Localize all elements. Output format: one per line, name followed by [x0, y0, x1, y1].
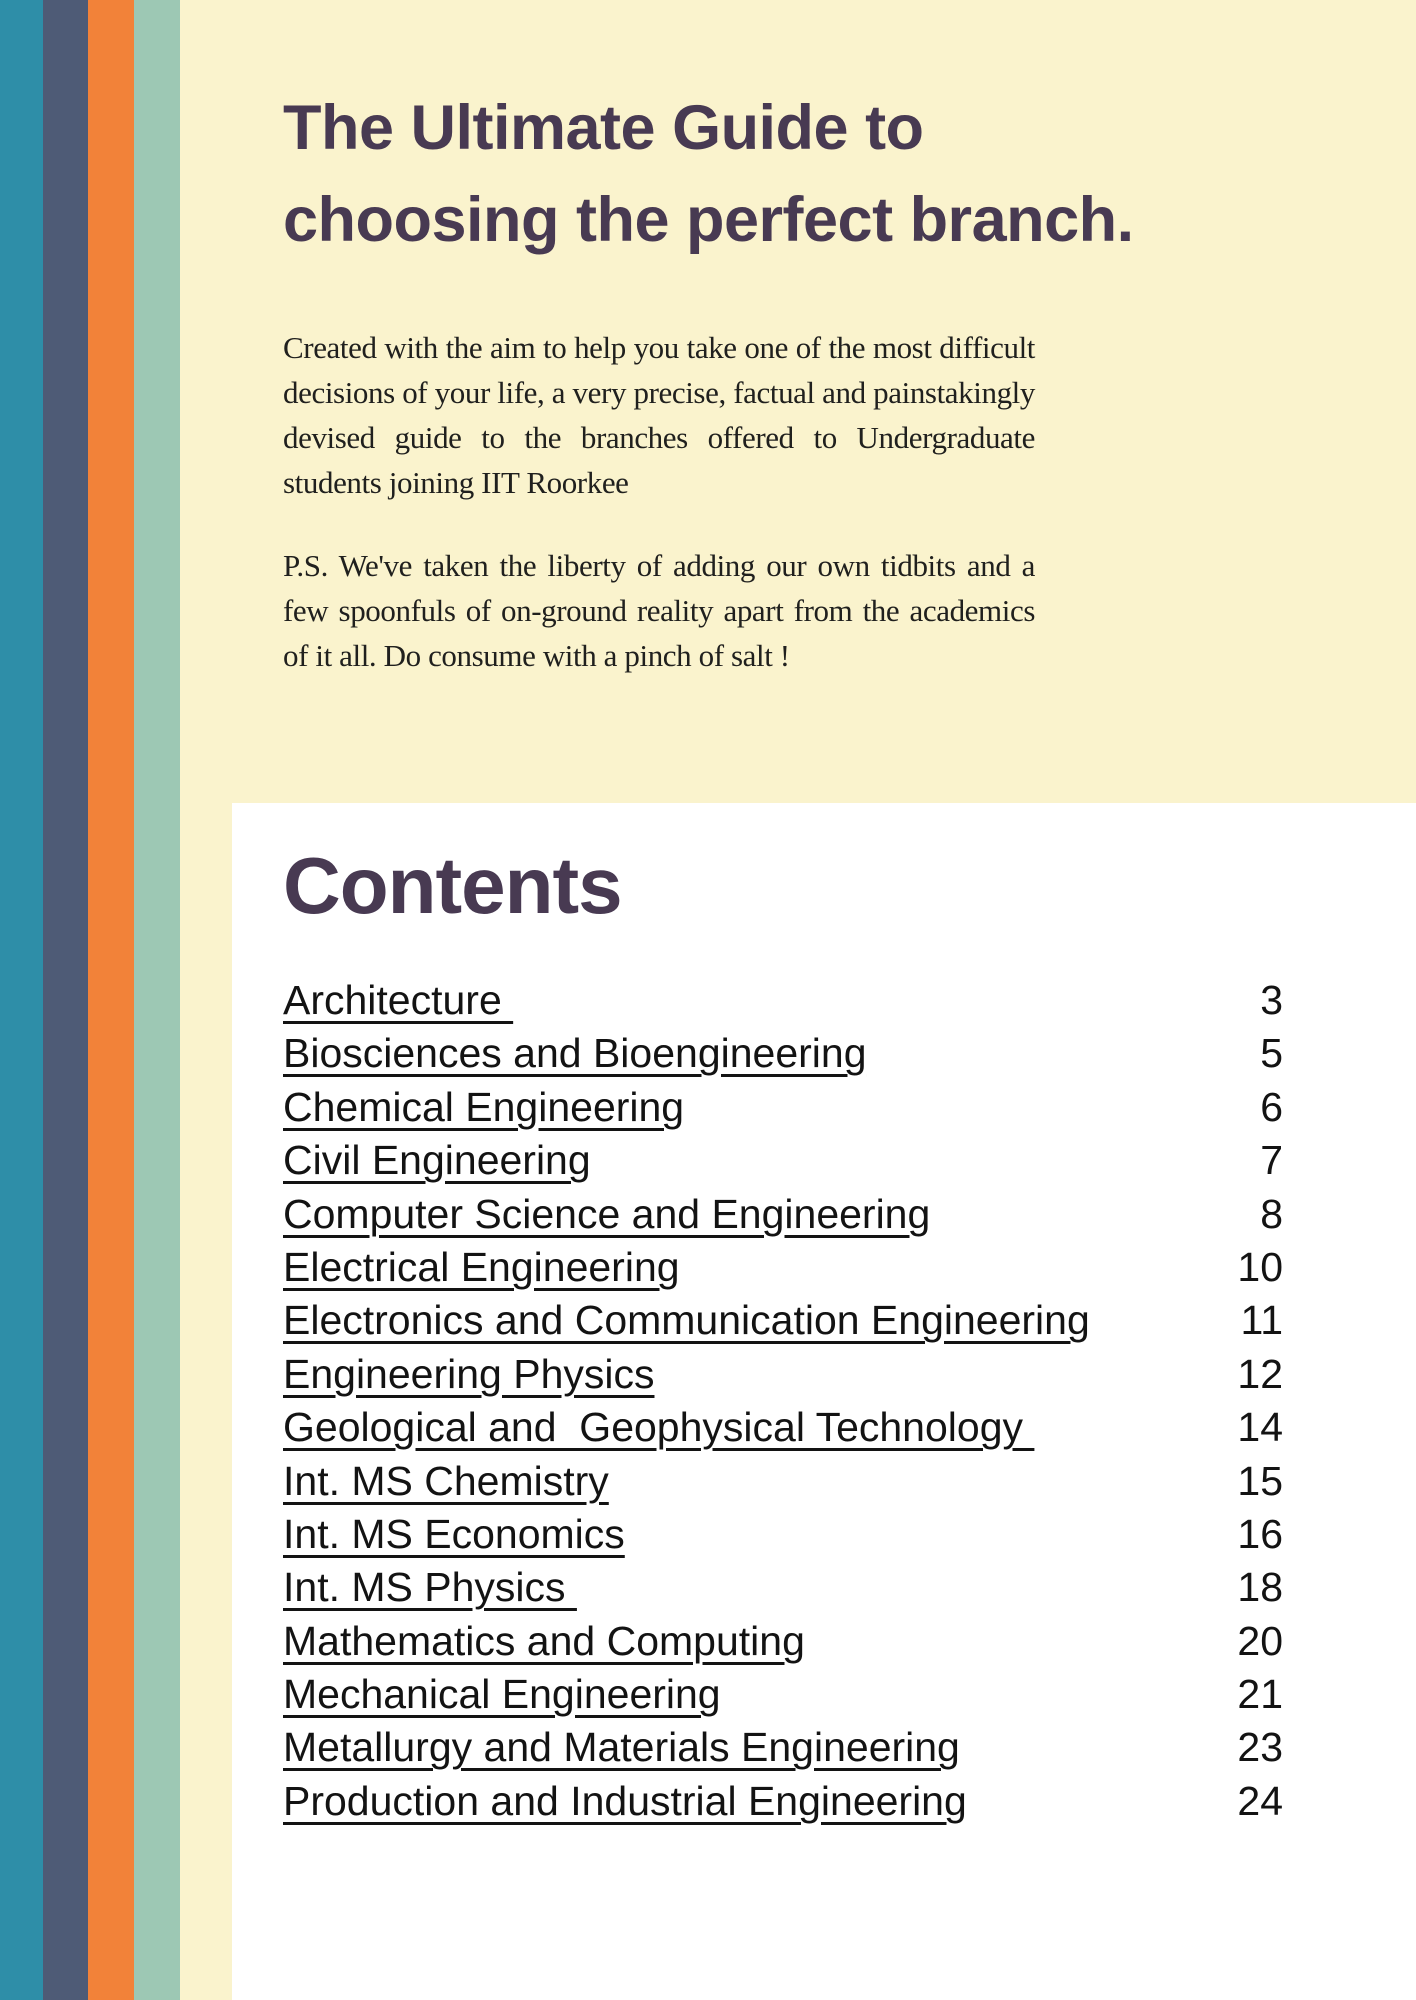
stripe-teal — [0, 0, 43, 2000]
toc-entry-page: 16 — [1237, 1510, 1283, 1557]
toc-entry-link[interactable]: Production and Industrial Engineering — [283, 1777, 967, 1824]
toc-entry-page: 6 — [1260, 1083, 1283, 1130]
toc-entry-page: 20 — [1237, 1617, 1283, 1664]
toc-entry-page: 5 — [1260, 1030, 1283, 1077]
toc-row — [283, 1615, 1283, 1668]
toc-entry-link[interactable]: Geological and Geophysical Technology — [283, 1404, 1035, 1451]
toc-row — [283, 1294, 1283, 1347]
toc-row — [283, 1668, 1283, 1721]
toc-entry-link[interactable]: Civil Engineering — [283, 1137, 591, 1184]
page-title — [283, 82, 1134, 266]
toc-row — [283, 974, 1283, 1027]
stripe-sage — [134, 0, 180, 2000]
toc-entry-link[interactable]: Engineering Physics — [283, 1350, 655, 1397]
toc-row — [283, 1081, 1283, 1134]
toc-entry-link[interactable]: Int. MS Physics — [283, 1564, 577, 1611]
toc-entry-link[interactable]: Int. MS Chemistry — [283, 1457, 609, 1504]
toc-entry-page: 12 — [1237, 1350, 1283, 1397]
toc-row — [283, 1027, 1283, 1080]
toc-entry-link[interactable]: Architecture — [283, 977, 514, 1023]
toc-entry-link[interactable]: Int. MS Economics — [283, 1510, 625, 1557]
toc-entry-page: 3 — [1260, 977, 1283, 1023]
toc-entry-page: 21 — [1237, 1671, 1283, 1718]
toc-entry-link[interactable]: Computer Science and Engineering — [283, 1190, 931, 1237]
toc-row — [283, 1348, 1283, 1401]
intro-paragraph: Created with the aim to help you take one of the most difficult decisions of your life, a very precise, factual and painstakingly devised guide to the branches offered to Undergraduate students joining IIT Roorkee — [283, 330, 1035, 500]
toc-row — [283, 1188, 1283, 1241]
toc-entry-page: 10 — [1237, 1243, 1283, 1290]
page-title-line-1: The Ultimate Guide to — [283, 93, 924, 163]
toc-entry-page: 7 — [1260, 1137, 1283, 1184]
toc-entry-link[interactable]: Biosciences and Bioengineering — [283, 1030, 867, 1077]
toc-row — [283, 1508, 1283, 1561]
toc-entry-page: 23 — [1237, 1724, 1283, 1771]
toc-entry-link[interactable]: Electrical Engineering — [283, 1243, 680, 1290]
toc-row — [283, 1775, 1283, 1828]
toc-entry-page: 18 — [1237, 1564, 1283, 1611]
table-of-contents — [283, 974, 1283, 1828]
stripe-orange — [88, 0, 134, 2000]
toc-row — [283, 1721, 1283, 1774]
toc-entry-page: 14 — [1237, 1404, 1283, 1451]
toc-row — [283, 1561, 1283, 1614]
toc-entry-link[interactable]: Mathematics and Computing — [283, 1617, 805, 1664]
toc-entry-page: 15 — [1237, 1457, 1283, 1504]
contents-heading: Contents — [283, 841, 622, 930]
toc-entry-page: 11 — [1240, 1297, 1283, 1344]
toc-row — [283, 1134, 1283, 1187]
toc-entry-page: 24 — [1237, 1777, 1283, 1824]
toc-row — [283, 1241, 1283, 1294]
ps-paragraph: P.S. We've taken the liberty of adding our own tidbits and a few spoonfuls of on-ground reality apart from the academics of it all. Do consume with a pinch of salt ! — [283, 548, 1035, 673]
toc-entry-link[interactable]: Electronics and Communication Engineering — [283, 1297, 1090, 1344]
toc-row — [283, 1401, 1283, 1454]
page-title-line-2: choosing the perfect branch. — [283, 185, 1134, 255]
toc-entry-page: 8 — [1260, 1190, 1283, 1237]
toc-entry-link[interactable]: Chemical Engineering — [283, 1083, 685, 1130]
stripe-slate — [43, 0, 88, 2000]
toc-entry-link[interactable]: Metallurgy and Materials Engineering — [283, 1724, 960, 1771]
toc-row — [283, 1455, 1283, 1508]
toc-entry-link[interactable]: Mechanical Engineering — [283, 1671, 721, 1718]
